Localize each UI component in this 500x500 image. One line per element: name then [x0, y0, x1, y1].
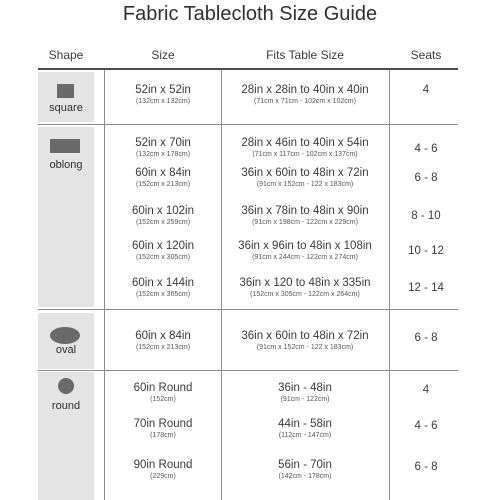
fits-cell: [226, 205, 384, 227]
table-row: [0, 167, 500, 197]
size-cell: [110, 137, 216, 159]
size-cm: (132cm x 178cm): [135, 151, 191, 158]
fits-in: 28in x 46in to 40in x 54in: [241, 137, 369, 149]
size-cell: [110, 330, 216, 352]
size-in: 60in x 84in: [135, 167, 191, 179]
fits-cell: [226, 459, 384, 481]
size-in: 52in x 52in: [135, 84, 191, 96]
header-divider: [38, 68, 458, 70]
fits-cm: (91cm x 152cm - 122 x 183cm): [256, 181, 354, 188]
seats-cell: 6 - 8: [414, 461, 438, 473]
size-cm: (229cm): [150, 473, 176, 480]
table-row: [0, 84, 500, 114]
fits-cm: (112cm - 147cm): [278, 432, 332, 439]
size-cell: [110, 167, 216, 189]
table-row: [0, 382, 500, 412]
seats-cell: 12 - 14: [408, 282, 444, 294]
table-row: [0, 137, 500, 167]
size-cell: [110, 382, 216, 404]
seats-cell: 4 - 6: [414, 143, 438, 155]
page-title: Fabric Tablecloth Size Guide: [122, 3, 378, 25]
table-row: [0, 277, 500, 307]
size-cell: [110, 418, 216, 440]
fits-cell: [226, 277, 384, 299]
fits-cm: (71cm x 117cm - 102cm x 137cm): [252, 151, 358, 158]
size-cm: (152cm x 213cm): [135, 181, 191, 188]
fits-in: 36in x 78in to 48in x 90in: [241, 205, 369, 217]
size-cell: [110, 84, 216, 106]
fits-cell: [226, 84, 384, 106]
fits-cm: (91cm - 122cm): [280, 396, 330, 403]
size-cm: (152cm x 305cm): [135, 254, 191, 261]
size-cell: [110, 459, 216, 481]
header-seats: Seats: [410, 48, 442, 62]
seats-cell: 4: [422, 384, 430, 396]
size-in: 60in x 102in: [131, 205, 195, 217]
fits-in: 56in - 70in: [278, 459, 332, 471]
seats-cell: 4 - 6: [414, 420, 438, 432]
size-cm: (152cm x 259cm): [135, 219, 191, 226]
size-in: 70in Round: [133, 418, 193, 430]
table-row: [0, 418, 500, 448]
size-in: 60in x 84in: [135, 330, 191, 342]
section-divider: [38, 124, 458, 125]
seats-cell: 4: [422, 84, 430, 96]
fits-cell: [226, 167, 384, 189]
fits-cell: [226, 382, 384, 404]
section-divider: [38, 309, 458, 310]
fits-cm: (142cm - 178cm): [278, 473, 332, 480]
table-row: [0, 459, 500, 489]
fits-in: 28in x 28in to 40in x 40in: [241, 84, 369, 96]
size-cell: [110, 240, 216, 262]
fits-in: 36in x 60in to 48in x 72in: [241, 330, 369, 342]
table-header: [0, 46, 500, 64]
size-cell: [110, 205, 216, 227]
fits-in: 36in x 120 to 48in x 335in: [239, 277, 371, 289]
shape-label-round: round: [51, 400, 81, 412]
fits-cell: [226, 240, 384, 262]
fits-cm: (91cm x 244cm - 122cm x 274cm): [252, 254, 358, 261]
seats-cell: 6 - 8: [414, 172, 438, 184]
size-in: 60in x 144in: [131, 277, 195, 289]
size-cm: (178cm): [150, 432, 176, 439]
fits-cm: (91cm x 198cm - 122cm x 229cm): [252, 219, 358, 226]
size-in: 60in Round: [133, 382, 193, 394]
shape-label-oval: oval: [55, 344, 77, 356]
seats-cell: 6 - 8: [414, 332, 438, 344]
table-row: [0, 240, 500, 270]
fits-cm: (71cm x 71cm - 102cm x 102cm): [254, 98, 356, 105]
fits-in: 44in - 58in: [278, 418, 332, 430]
size-in: 90in Round: [133, 459, 193, 471]
fits-cell: [226, 330, 384, 352]
section-divider: [38, 370, 458, 371]
shape-label-oblong: oblong: [49, 159, 83, 171]
fits-cell: [226, 137, 384, 159]
fits-in: 36in x 96in to 48in x 108in: [238, 240, 372, 252]
header-fits: Fits Table Size: [266, 48, 344, 62]
size-cell: [110, 277, 216, 299]
header-shape: Shape: [48, 48, 84, 62]
fits-in: 36in - 48in: [278, 382, 332, 394]
table-row: [0, 205, 500, 235]
fits-cm: (91cm x 152cm - 122 x 183cm): [256, 344, 354, 351]
size-cm: (152cm): [150, 396, 176, 403]
fits-cm: (152cm x 305cm - 122cm x 264cm): [250, 291, 360, 298]
shape-label-square: square: [49, 102, 83, 114]
size-cm: (132cm x 132cm): [135, 98, 191, 105]
seats-cell: 10 - 12: [408, 245, 444, 257]
table-row: [0, 330, 500, 360]
header-size: Size: [151, 48, 175, 62]
size-cm: (152cm x 213cm): [135, 344, 191, 351]
seats-cell: 8 - 10: [411, 210, 441, 222]
fits-cell: [226, 418, 384, 440]
size-in: 52in x 70in: [135, 137, 191, 149]
fits-in: 36in x 60in to 48in x 72in: [241, 167, 369, 179]
size-cm: (152cm x 365cm): [135, 291, 191, 298]
size-in: 60in x 120in: [131, 240, 195, 252]
